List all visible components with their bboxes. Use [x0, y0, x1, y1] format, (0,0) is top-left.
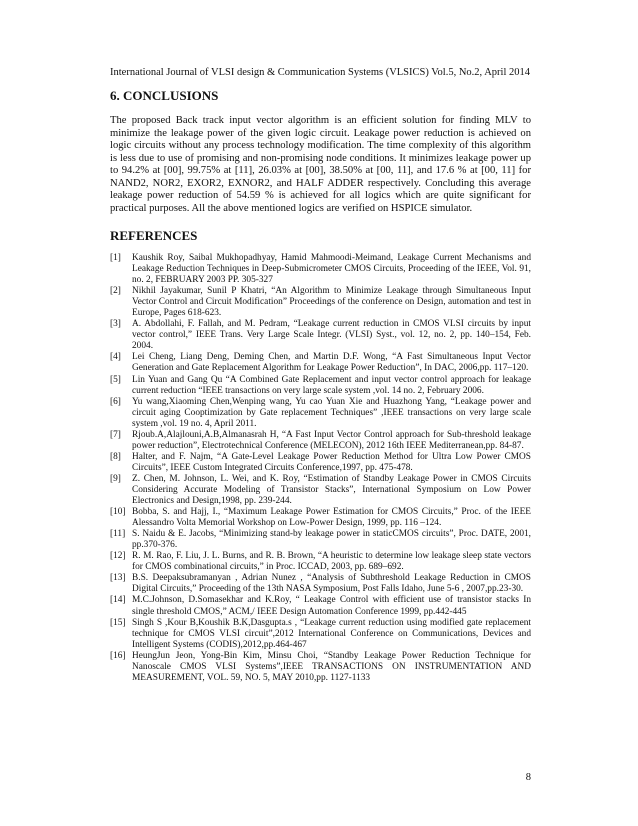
reference-number: [7] [110, 429, 121, 440]
reference-text: M.C.Johnson, D.Somasekhar and K.Roy, “ Leakage Control with efficient use of transistor stacks In single threshold CMOS,” ACM,/ IEEE Design Automation Conference 1999, pp.442-445 [132, 595, 531, 617]
reference-item [110, 474, 531, 507]
reference-number: [9] [110, 473, 121, 484]
reference-text: B.S. Deepaksubramanyan , Adrian Nunez , “Analysis of Subthreshold Leakage Reduction in CMOS Digital Circuits,” Proceeding of the 13th NASA Symposium, Post Falls Idaho, June 5-6 , 2007,pp.23-30. [132, 573, 531, 595]
conclusions-heading-number: 6. C [110, 88, 133, 103]
reference-item [110, 253, 531, 286]
references-heading-rest: EFERENCES [119, 228, 198, 243]
reference-item [110, 507, 531, 529]
reference-item [110, 397, 531, 430]
conclusions-heading-rest: ONCLUSIONS [132, 88, 219, 103]
reference-number: [6] [110, 396, 121, 407]
reference-number: [11] [110, 529, 126, 540]
reference-item [110, 375, 531, 397]
reference-item [110, 618, 531, 651]
reference-item [110, 286, 531, 319]
references-list [110, 253, 531, 684]
reference-number: [12] [110, 551, 126, 562]
reference-item [110, 551, 531, 573]
reference-number: [16] [110, 650, 126, 661]
reference-number: [5] [110, 374, 121, 385]
reference-number: [1] [110, 253, 121, 263]
reference-text: S. Naidu & E. Jacobs, “Minimizing stand-by leakage power in staticCMOS circuits”, Proc. DATE, 2001, pp.370-376. [132, 529, 531, 551]
reference-number: [4] [110, 352, 121, 363]
reference-text: HeungJun Jeon, Yong-Bin Kim, Minsu Choi, “Standby Leakage Power Reduction Technique for Nanoscale CMOS VLSI Systems”,IEEE TRANSACTIONS ON INSTRUMENTATION AND MEASUREMENT, VOL. 59, NO. 5, MAY 2010,pp. 1127-1133 [132, 650, 531, 683]
reference-item [110, 651, 531, 684]
conclusions-paragraph: The proposed Back track input vector algorithm is an efficient solution for finding MLV to minimize the leakage power of the given logic circuit. Leakage power reduction is achieved on logic circuits without any process technology modification. The time complexity of this algorithm is less due to use of promising and non-promising node conditions. It minimizes leakage power up to 94.2% at [00], 99.75% at [11], 26.03% at [00], 38.50% at [00, 11], and 17.6 % at [00, 11] for NAND2, NOR2, EXOR2, EXNOR2, and HALF ADDER respectively. Concluding this average leakage power reduction of 54.59 % is achieved for all logics which are quite significant for practical purposes. All the above mentioned logics are verified on HSPICE simulator. [110, 115, 531, 214]
reference-item [110, 452, 531, 474]
reference-number: [2] [110, 286, 121, 297]
reference-number: [8] [110, 451, 121, 462]
reference-item [110, 573, 531, 595]
reference-text: Rjoub.A,Alajlouni,A.B,Almanasrah H, “A Fast Input Vector Control approach for Sub-threshold leakage power reduction”, Electrotechnical Conference (MELECON), 2012 16th IEEE Mediterranean,pp. 84-87. [132, 429, 531, 451]
reference-item [110, 529, 531, 551]
reference-text: Lei Cheng, Liang Deng, Deming Chen, and Martin D.F. Wong, “A Fast Simultaneous Input Vector Generation and Gate Replacement Algorithm for Leakage Power Reduction”, In DAC, 2006,pp. 117–120. [132, 352, 531, 374]
reference-text: Yu wang,Xiaoming Chen,Wenping wang, Yu cao Yuan Xie and Huazhong Yang, “Leakage power and circuit aging Cooptimization by Gate replacement Techniques” ,IEEE transactions on very large scale system ,vol. 19 no. 4, April 2011. [132, 396, 531, 429]
reference-number: [13] [110, 573, 126, 584]
reference-number: [10] [110, 507, 126, 518]
reference-text: A. Abdollahi, F. Fallah, and M. Pedram, “Leakage current reduction in CMOS VLSI circuits by input vector control,” IEEE Trans. Very Large Scale Integr. (VLSI) Syst., vol. 12, no. 2, pp. 140–154, Feb. 2004. [132, 319, 531, 352]
reference-item [110, 595, 531, 617]
running-head: International Journal of VLSI design & Communication Systems (VLSICS) Vol.5, No.2, April 2014 [110, 67, 530, 78]
reference-item [110, 430, 531, 452]
reference-text: Lin Yuan and Gang Qu “A Combined Gate Replacement and input vector control approach for leakage current reduction “IEEE transactions on very large scale system ,vol. 14 no. 2, February 2006. [132, 374, 531, 396]
reference-item [110, 352, 531, 374]
reference-text: Nikhil Jayakumar, Sunil P Khatri, “An Algorithm to Minimize Leakage through Simultaneous Input Vector Control and Circuit Modification” Proceedings of the conference on Design, automation and test in Europe, Pages 618-623. [132, 286, 531, 319]
reference-text: Halter, and F. Najm, “A Gate-Level Leakage Power Reduction Method for Ultra Low Power CMOS Circuits”, IEEE Custom Integrated Circuits Conference,1997, pp. 475-478. [132, 451, 531, 473]
reference-number: [3] [110, 319, 121, 330]
reference-number: [15] [110, 617, 126, 628]
reference-text: Z. Chen, M. Johnson, L. Wei, and K. Roy, “Estimation of Standby Leakage Power in CMOS Circuits Considering Accurate Modeling of Transistor Stacks”, International Symposium on Low Power Electronics and Design,1998, pp. 239-244. [132, 473, 531, 507]
page-number: 8 [525, 772, 531, 783]
reference-number: [14] [110, 595, 126, 606]
references-heading [110, 228, 197, 244]
reference-text: Bobba, S. and Hajj, I., “Maximum Leakage Power Estimation for CMOS Circuits,” Proc. of the IEEE Alessandro Volta Memorial Workshop on Low-Power Design, 1999, pp. 116 –124. [132, 507, 531, 529]
reference-text: R. M. Rao, F. Liu, J. L. Burns, and R. B. Brown, “A heuristic to determine low leakage sleep state vectors for CMOS combinational circuits,” in Proc. ICCAD, 2003, pp. 689–692. [132, 551, 531, 573]
reference-text: Singh S ,Kour B,Koushik B.K,Dasgupta.s , “Leakage current reduction using modified gate replacement technique for CMOS VLSI circuit”,2012 International Conference on Communications, Devices and Intelligent Systems (CODIS),2012,pp.464-467 [132, 617, 531, 650]
conclusions-heading [110, 88, 218, 104]
references-heading-first: R [110, 228, 120, 243]
reference-item [110, 319, 531, 352]
reference-text: Kaushik Roy, Saibal Mukhopadhyay, Hamid Mahmoodi-Meimand, Leakage Current Mechanisms and Leakage Reduction Techniques in Deep-Submicrometer CMOS Circuits, Proceeding of the IEEE, Vol. 91, no. 2, FEBRUARY 2003 PP. 305-327 [132, 253, 531, 286]
